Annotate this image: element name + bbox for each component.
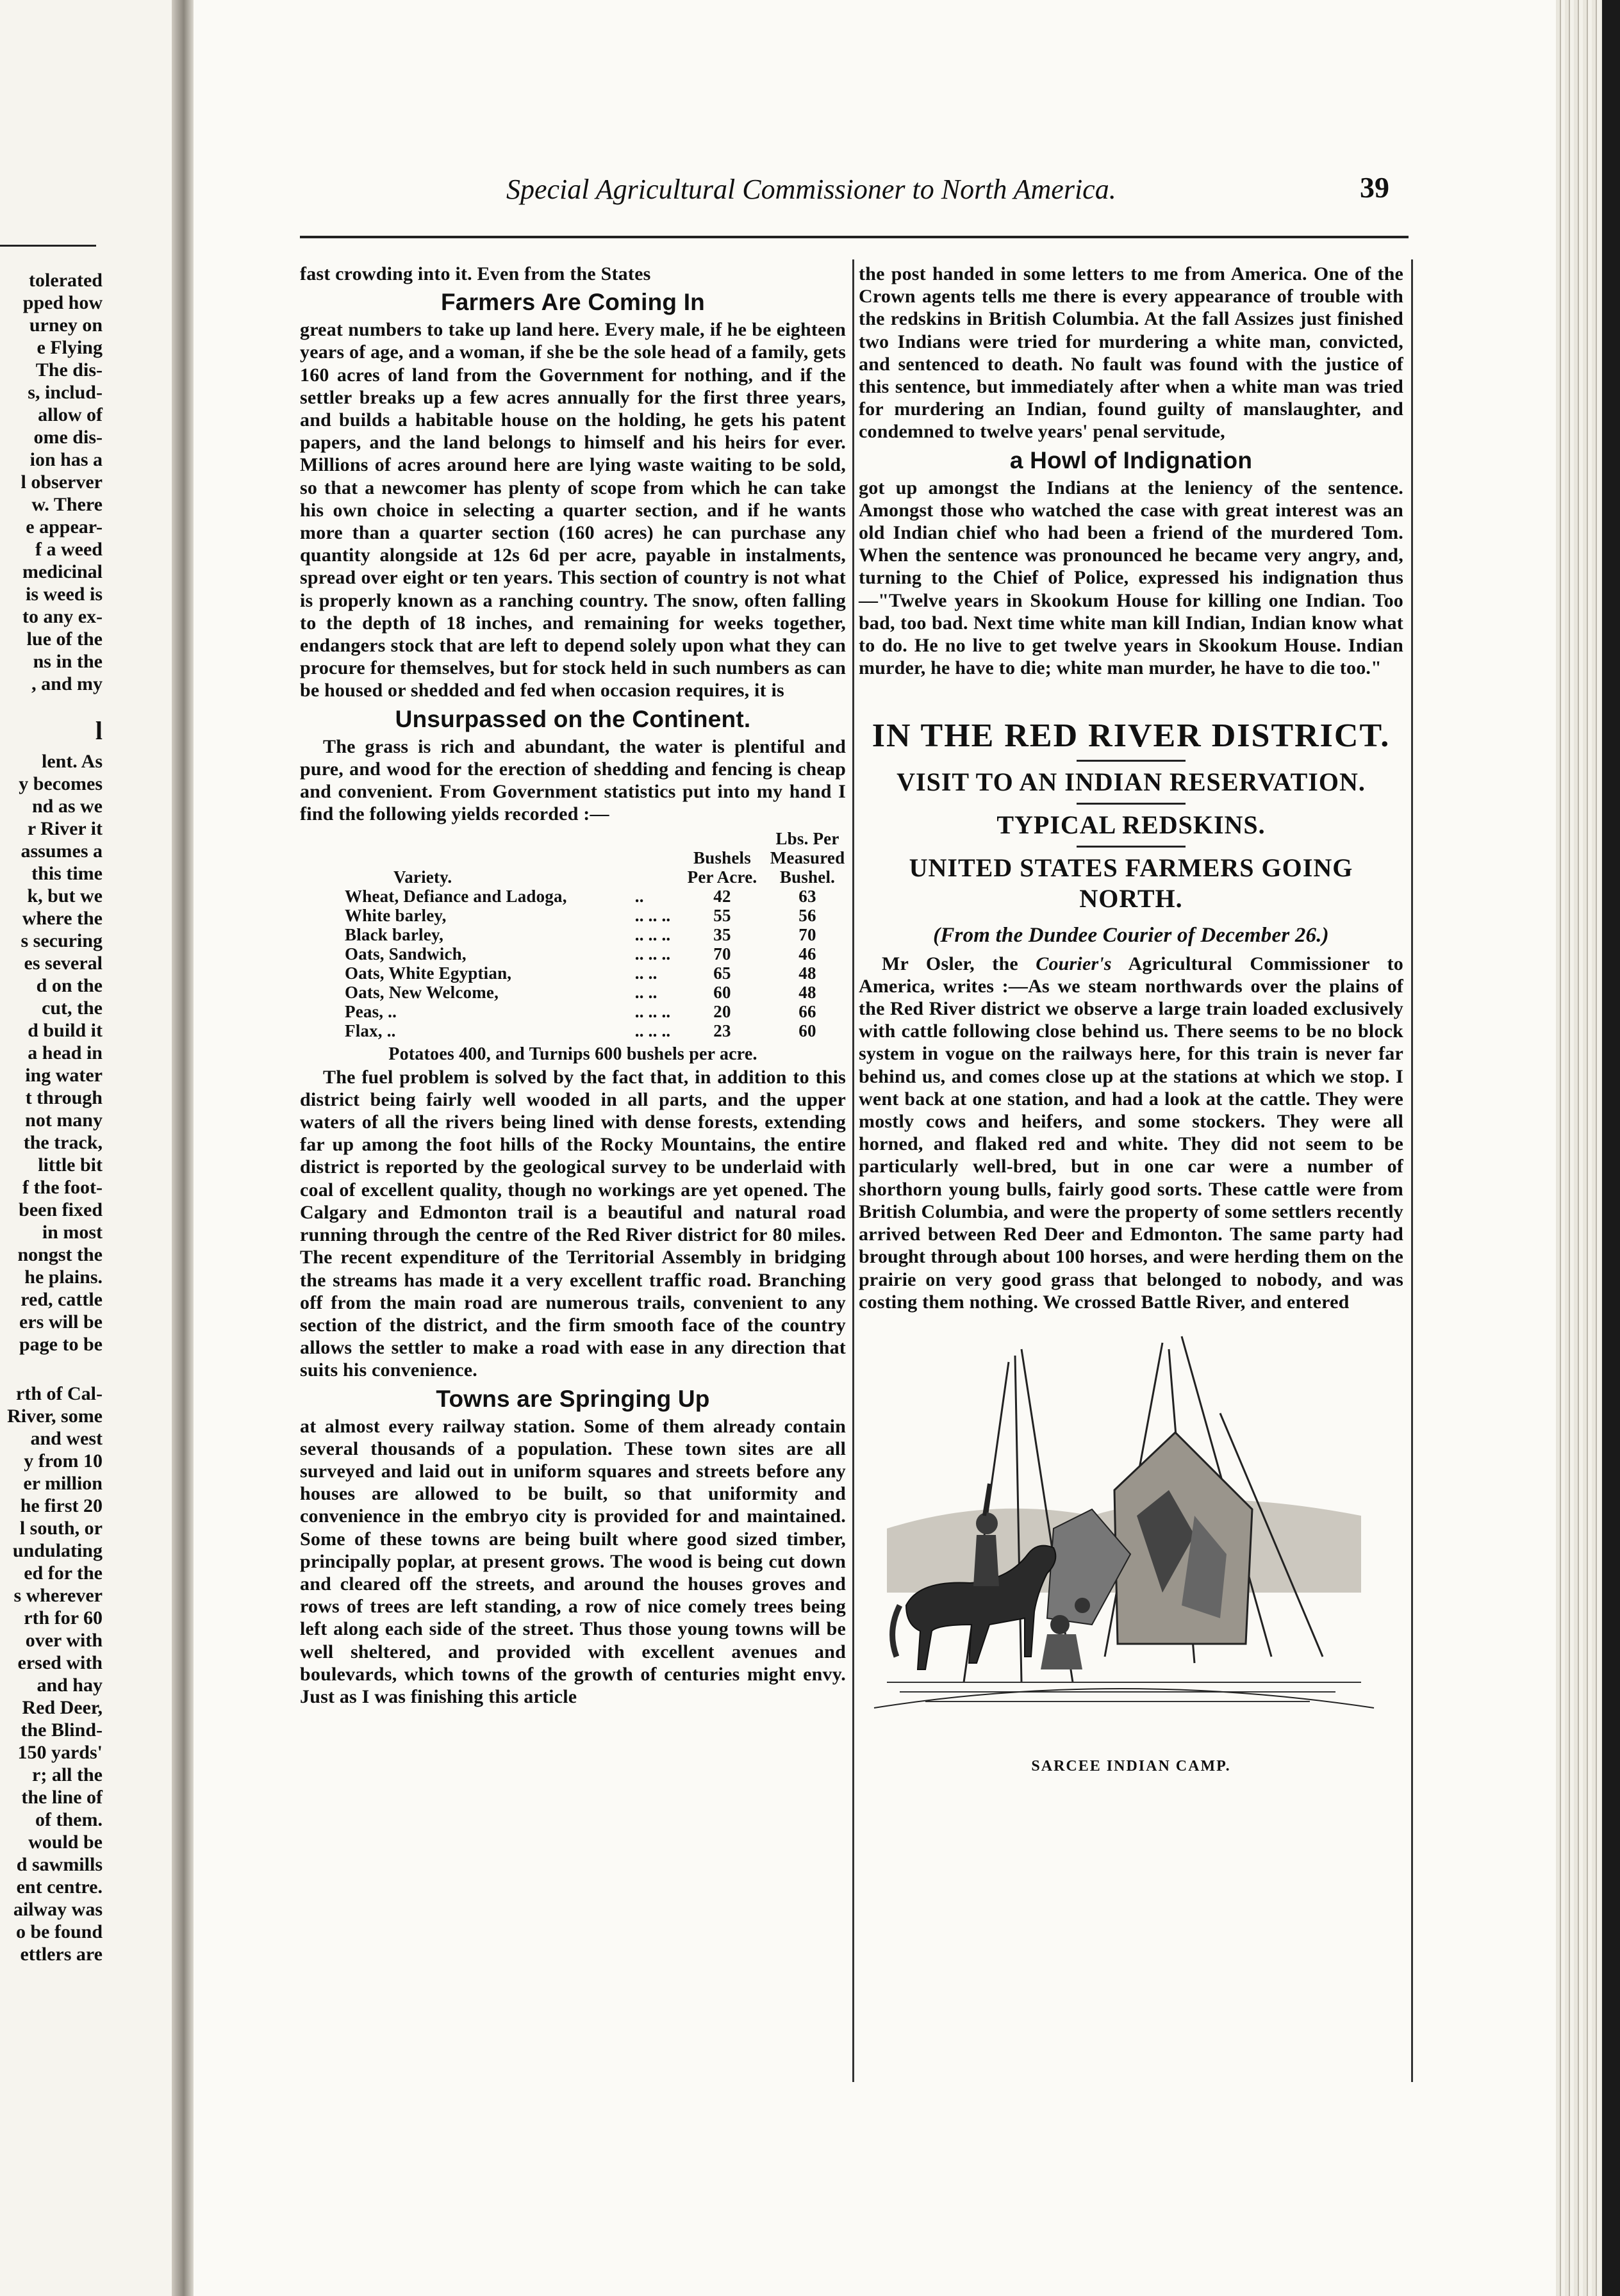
- left-text-line: d sawmills: [16, 1854, 103, 1875]
- table-header-variety: Variety.: [393, 867, 452, 887]
- left-text-line: he first 20: [20, 1495, 103, 1516]
- table-cell-dots: .. ..: [634, 983, 657, 1003]
- table-header-bushels: Bushels Per Acre.: [687, 848, 757, 887]
- table-header-lbs: Lbs. Per Measured Bushel.: [770, 829, 845, 887]
- left-text-line: ettlers are: [20, 1944, 103, 1965]
- paragraph-body: Agricultural Commissioner to America, writes :—As we steam northwards over the plains of the Red River district we observe a large train loaded exclusively with cattle following close behind us. There seems to be no block system in vogue on the railways here, for this train is never far behind us, and comes close up at the stations at which we stop. I went back at one station, and had a look at the cattle. They were mostly cows and heifers, and some stockers. They were all horned, and flaked red and white. They did not seem to be particularly well-bred, but in one car were a number of shorthorn young bulls, fairly good sorts. These cattle were from British Columbia, and were the property of some settlers recently arrived between Red Deer and Edmonton. The same party had brought through about 100 horses, and were herding them on the prairie on very good grass that belonged to nobody, and was costing them nothing. We crossed Battle River, and entered: [859, 953, 1403, 1313]
- left-text-line: f a weed: [35, 539, 103, 560]
- left-text-line: w. There: [31, 494, 103, 515]
- left-text-line: assumes a: [21, 840, 103, 862]
- left-text-line: undulating: [12, 1540, 103, 1561]
- left-text-line: s, includ-: [28, 382, 103, 403]
- table-cell-lbs: 48: [798, 983, 816, 1003]
- paragraph: great numbers to take up land here. Every male, if he be eighteen years of age, and a woman, if she be the sole head of a family, gets 160 acres of land from the Government for nothing, and if the settler breaks up a few acres annually for the first three years, and builds a habitable house on the holding, he gets his patent papers, and the land belongs to himself and his heirs for ever. Millions of acres around here are lying waste waiting to be sold, so that a newcomer has plenty of scope from which he can take his own choice in selecting a quarter section, and if he wants more than a quarter section (160 acres) he can purchase any quantity alongside at 12s 6d per acre, payable in instalments, spread over eight or ten years. This section of country is not what is properly known as a ranching country. The snow, often falling to the depth of 18 inches, and remaining for weeks together, endangers stock that are left to depend solely upon what they can procure for themselves, but for stock held in such numbers as can be housed or shedded and fed when occasion requires, it is: [300, 319, 846, 701]
- left-text-line: been fixed: [19, 1199, 103, 1220]
- left-text-line: rth of Cal-: [16, 1383, 103, 1404]
- table-row: [342, 964, 855, 983]
- paragraph: The fuel problem is solved by the fact that, in addition to this district being fairly well wooded in all parts, and the upper waters of all the rivers being lined with dense forests, extending far up among the foot hills of the Rocky Mountains, the entire district is reported by the geological survey to be underlaid with coal of excellent quality, though no workings are yet opened. The Calgary and Edmonton trail is a beautiful and natural road running through the centre of the Red River district for 80 miles. The recent expenditure of the Territorial Assembly in bridging the streams has made it a very excellent traffic road. Branching off from the main road are numerous trails, convenient to any section of the district, and the firm smooth face of the country allows the settler to make a road with ease in any direction that suits his convenience.: [300, 1066, 846, 1381]
- table-row: [342, 1002, 855, 1021]
- newspaper-name: Courier's: [1036, 953, 1112, 974]
- table-cell-bushels: 65: [713, 964, 731, 983]
- left-text-line: er million: [23, 1473, 103, 1494]
- left-text-line: , and my: [31, 673, 103, 694]
- left-text-line: a head in: [28, 1042, 103, 1063]
- left-text-line: The dis-: [35, 359, 103, 381]
- left-text-line: l south, or: [19, 1518, 103, 1539]
- left-text-line: r; all the: [32, 1764, 103, 1785]
- table-row: [342, 906, 855, 925]
- left-text-line: the Blind-: [21, 1719, 103, 1741]
- table-cell-dots: .. .. ..: [634, 925, 671, 945]
- table-row: [342, 983, 855, 1002]
- left-text-line: ns in the: [33, 651, 103, 672]
- left-text-line: ion has a: [29, 449, 103, 470]
- left-text-line: and hay: [37, 1675, 103, 1696]
- running-title: Special Agricultural Commissioner to North America.: [506, 174, 1116, 205]
- left-text-line: little bit: [38, 1154, 103, 1176]
- paragraph: [859, 953, 1403, 1313]
- left-page-rule: [0, 245, 96, 247]
- left-text-line: t through: [25, 1087, 103, 1108]
- table-cell-variety: Oats, New Welcome,: [345, 983, 499, 1003]
- left-page-text: [0, 269, 103, 1965]
- paragraph: The grass is rich and abundant, the water is plentiful and pure, and wood for the erection of shedding and fencing is cheap and convenient. From Government statistics put into my hand I find the following yields recorded :—: [300, 735, 846, 825]
- paragraph: at almost every railway station. Some of them already contain several thousands of a population. These town sites are all surveyed and laid out in uniform squares and streets before any houses are allowed to be built, so that uniformity and convenience in the embryo city is provided for and maintained. Some of these towns are being built where good sized timber, principally poplar, at present grows. The wood is being cut down and cleared off the streets, and around the houses groves and rows of trees are left standing, a row of nice comely trees being left along each side of the street. Thus those young towns will be well sheltered, and provided with excellent avenues and boulevards, which towns of the growth of centuries might envy. Just as I was finishing this article: [300, 1415, 846, 1707]
- left-text-line: to any ex-: [22, 606, 103, 627]
- left-text-line: this time: [31, 863, 103, 884]
- left-text-line: cut, the: [42, 997, 103, 1019]
- table-cell-lbs: 66: [798, 1002, 816, 1022]
- left-text-block-bottom: [0, 1382, 103, 1965]
- table-cell-lbs: 70: [798, 925, 816, 945]
- left-text-line: over with: [25, 1630, 103, 1651]
- left-text-line: o be found: [15, 1921, 103, 1942]
- table-cell-lbs: 48: [798, 964, 816, 983]
- left-text-line: he plains.: [24, 1267, 103, 1288]
- table-cell-variety: Black barley,: [345, 925, 444, 945]
- header-rule: [300, 236, 1409, 238]
- left-text-line: ers will be: [19, 1311, 103, 1332]
- left-text-line: k, but we: [27, 885, 103, 906]
- table-cell-bushels: 70: [713, 944, 731, 964]
- left-text-line: allow of: [38, 404, 103, 425]
- left-text-line: pped how: [22, 292, 103, 313]
- deck-rule: [1077, 846, 1186, 848]
- page-number: 39: [1360, 171, 1389, 204]
- yields-table: [342, 829, 855, 1040]
- article-title: IN THE RED RIVER DISTRICT.: [872, 718, 1391, 755]
- left-text-line: rth for 60: [24, 1607, 103, 1628]
- table-row: [342, 944, 855, 964]
- table-cell-bushels: 23: [713, 1021, 731, 1041]
- left-text-line: where the: [22, 908, 103, 929]
- table-cell-dots: .. .. ..: [634, 1021, 671, 1041]
- table-cell-lbs: 56: [798, 906, 816, 926]
- table-cell-dots: .. .. ..: [634, 944, 671, 964]
- left-text-line: ent centre.: [16, 1876, 103, 1898]
- paragraph: the post handed in some letters to me from America. One of the Crown agents tells me there is every appearance of trouble with the redskins in British Columbia. At the fall Assizes just finished two Indians were tried for murdering a white man, convicted, and sentenced to death. No fault was found with the justice of this sentence, but immediately after when a white man was tried for murdering an Indian, found guilty of manslaughter, and condemned to twelve years' penal servitude,: [859, 263, 1403, 443]
- left-text-line: lent. As: [41, 751, 103, 772]
- left-text-line: y becomes: [19, 773, 103, 794]
- table-cell-lbs: 63: [798, 887, 816, 906]
- deck-rule: [1077, 803, 1186, 805]
- left-text-line: River, some: [7, 1406, 103, 1427]
- table-cell-bushels: 35: [713, 925, 731, 945]
- table-header-dots: [632, 829, 684, 887]
- left-text-line: ersed with: [17, 1652, 103, 1673]
- left-text-line: the track,: [23, 1132, 103, 1153]
- left-text-line: is weed is: [26, 584, 103, 605]
- left-text-line: e appear-: [26, 516, 103, 537]
- subheading: Unsurpassed on the Continent.: [395, 705, 751, 732]
- left-text-line: would be: [28, 1832, 103, 1853]
- table-row: [342, 925, 855, 944]
- illustration-caption: SARCEE INDIAN CAMP.: [1031, 1757, 1231, 1775]
- left-text-line: es several: [24, 953, 103, 974]
- left-text-block-top: [0, 269, 103, 695]
- left-text-line: d build it: [28, 1020, 103, 1041]
- left-text-line: nd as we: [31, 796, 103, 817]
- deck-heading-3: UNITED STATES FARMERS GOING NORTH.: [909, 853, 1353, 914]
- table-row: [342, 887, 855, 906]
- left-text-line: ed for the: [24, 1562, 103, 1584]
- left-text-line: in most: [42, 1222, 103, 1243]
- table-body: [342, 887, 855, 1040]
- left-text-line: r River it: [27, 818, 103, 839]
- table-cell-variety: Oats, White Egyptian,: [345, 964, 512, 983]
- left-text-line: page to be: [19, 1334, 103, 1355]
- scan-border: [1602, 0, 1620, 2296]
- left-text-line: ailway was: [13, 1899, 103, 1920]
- table-cell-variety: Wheat, Defiance and Ladoga,: [345, 887, 567, 906]
- left-text-line: l observer: [21, 472, 103, 493]
- left-text-line: nongst the: [17, 1244, 103, 1265]
- left-heading-fragment: l: [95, 716, 103, 745]
- table-cell-variety: White barley,: [345, 906, 447, 926]
- book-gutter: [172, 0, 194, 2296]
- source-line: (From the Dundee Courier of December 26.): [933, 924, 1329, 947]
- left-text-line: medicinal: [22, 561, 103, 582]
- table-cell-dots: .. ..: [634, 964, 657, 983]
- title-rule: [1077, 760, 1186, 762]
- table-cell-dots: ..: [634, 887, 644, 906]
- table-cell-variety: Oats, Sandwich,: [345, 944, 467, 964]
- table-note: Potatoes 400, and Turnips 600 bushels per acre.: [388, 1044, 757, 1065]
- subheading: a Howl of Indignation: [1009, 447, 1253, 473]
- table-cell-variety: Peas, ..: [345, 1002, 397, 1022]
- table-cell-dots: .. .. ..: [634, 906, 671, 926]
- table-cell-bushels: 42: [713, 887, 731, 906]
- left-text-line: ing water: [25, 1065, 103, 1086]
- camp-engraving: [861, 1324, 1387, 1734]
- table-cell-variety: Flax, ..: [345, 1021, 396, 1041]
- deck-heading-2: TYPICAL REDSKINS.: [996, 810, 1266, 840]
- column-left: [300, 263, 846, 1708]
- deck-heading-1: VISIT TO AN INDIAN RESERVATION.: [897, 767, 1366, 797]
- right-column-rule: [1411, 259, 1413, 2082]
- column-rule: [852, 259, 854, 2082]
- left-text-line: y from 10: [24, 1450, 103, 1472]
- paragraph-lead: Mr Osler, the: [882, 953, 1036, 974]
- left-text-line: lue of the: [26, 628, 103, 650]
- left-text-line: not many: [25, 1110, 103, 1131]
- left-text-line: red, cattle: [21, 1289, 103, 1310]
- paragraph: fast crowding into it. Even from the States: [300, 263, 651, 284]
- paragraph: got up amongst the Indians at the leniency of the sentence. Amongst those who watched the case with great interest was an old Indian chief who had been a friend of the murdered Tom. When the sentence was pronounced he became very angry, and, turning to the Chief of Police, expressed his indignation thus—"Twelve years in Skookum House for killing one Indian. Too bad, too bad. Next time white man kill Indian, Indian know what to do. He no live to get twelve years in Skookum House. Indian murder, he have to die; white man murder, he have to die too.": [859, 477, 1403, 679]
- left-text-line: Red Deer,: [22, 1697, 103, 1718]
- left-page-fragment: [0, 0, 172, 2296]
- camp-illustration: [861, 1324, 1387, 1753]
- left-text-line: 150 yards': [17, 1742, 103, 1763]
- table-cell-bushels: 55: [713, 906, 731, 926]
- column-right: [859, 263, 1403, 1778]
- left-text-line: urney on: [29, 315, 103, 336]
- left-text-line: the line of: [21, 1787, 103, 1808]
- left-text-line: ome dis-: [33, 427, 103, 448]
- left-text-line: f the foot-: [22, 1177, 103, 1198]
- table-cell-lbs: 46: [798, 944, 816, 964]
- left-text-line: d on the: [36, 975, 103, 996]
- left-text-line: and west: [30, 1428, 103, 1449]
- table-cell-dots: .. .. ..: [634, 1002, 671, 1022]
- subheading: Towns are Springing Up: [436, 1385, 710, 1412]
- table-cell-lbs: 60: [798, 1021, 816, 1041]
- left-text-line: s wherever: [13, 1585, 103, 1606]
- table-row: [342, 1021, 855, 1040]
- left-text-line: s securing: [21, 930, 103, 951]
- subheading: Farmers Are Coming In: [441, 289, 705, 316]
- left-text-block-middle: [0, 750, 103, 1356]
- left-text-line: of them.: [35, 1809, 103, 1830]
- table-cell-bushels: 20: [713, 1002, 731, 1022]
- table-cell-bushels: 60: [713, 983, 731, 1003]
- left-text-line: e Flying: [37, 337, 103, 358]
- left-text-line: tolerated: [29, 270, 103, 291]
